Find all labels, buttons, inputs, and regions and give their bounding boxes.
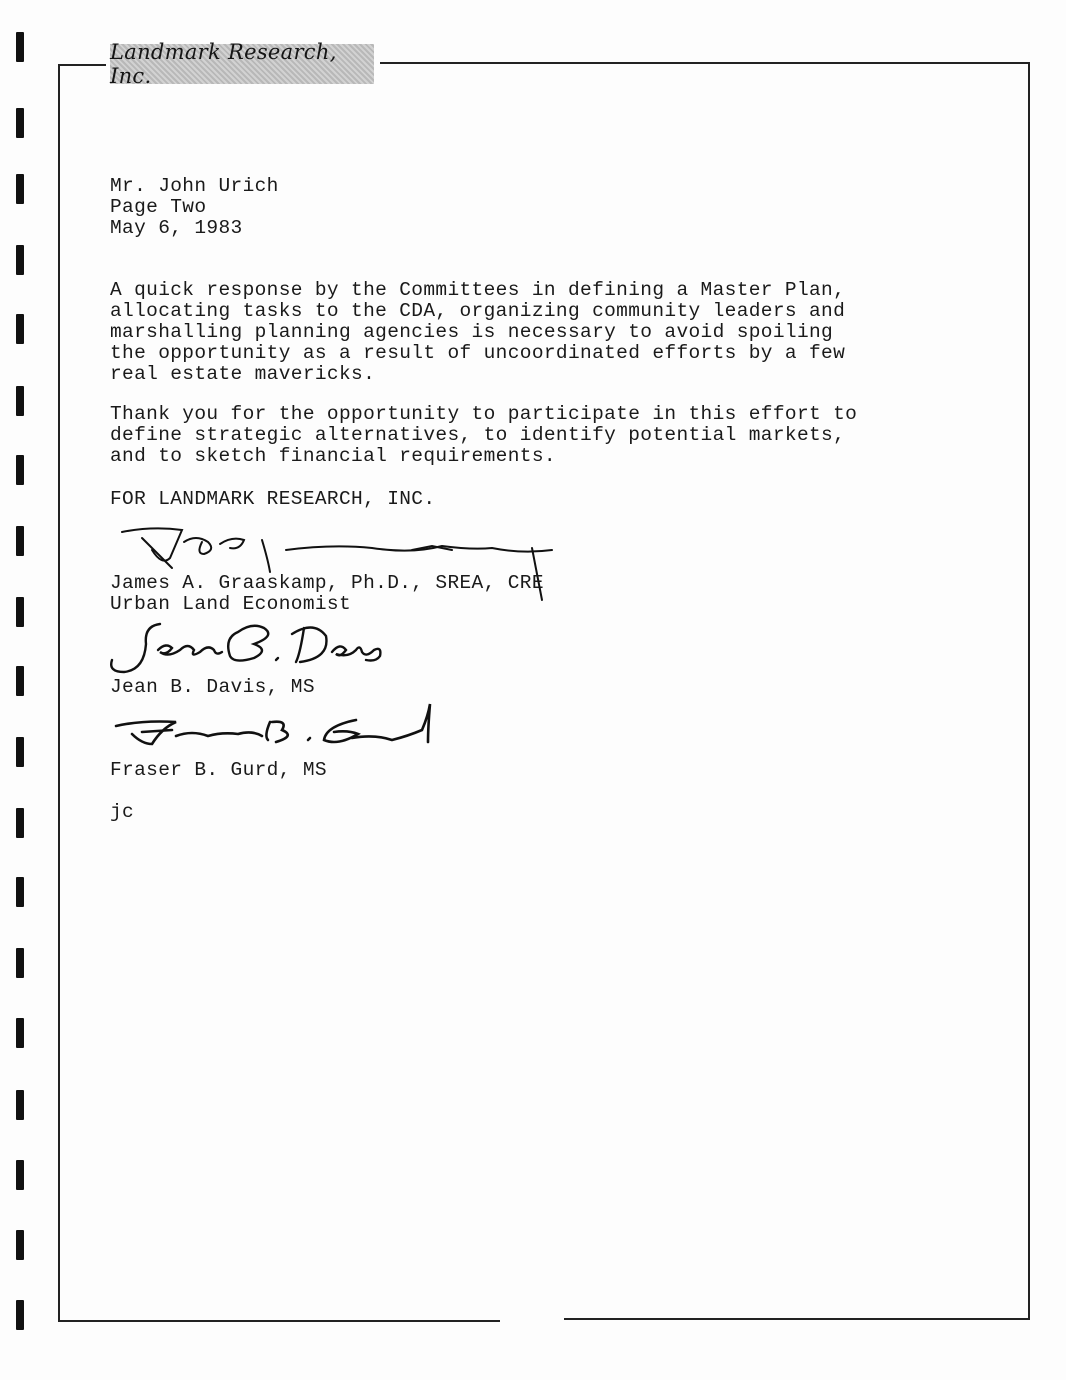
- frame-bottom-left: [58, 1320, 500, 1322]
- text-line: define strategic alternatives, to identify potential markets,: [110, 424, 846, 446]
- body-paragraph: [110, 404, 857, 467]
- binder-hole: [16, 877, 24, 907]
- binder-hole: [16, 1230, 24, 1260]
- binder-hole: [16, 386, 24, 416]
- text-line: A quick response by the Committees in defining a Master Plan,: [110, 279, 846, 301]
- signature-gurd: [112, 696, 442, 758]
- binder-hole: [16, 314, 24, 344]
- signatory-title: Urban Land Economist: [110, 593, 352, 615]
- frame-bottom-right: [564, 1318, 1030, 1320]
- binder-hole: [16, 174, 24, 204]
- signatory-name: Fraser B. Gurd, MS: [110, 759, 327, 781]
- text-line: marshalling planning agencies is necessary to avoid spoiling: [110, 321, 834, 343]
- binder-hole: [16, 108, 24, 138]
- page-label: Page Two: [110, 196, 207, 218]
- binder-hole: [16, 1090, 24, 1120]
- text-line: real estate mavericks.: [110, 363, 376, 385]
- text-line: the opportunity as a result of uncoordinated efforts by a few: [110, 342, 846, 364]
- letter-date: May 6, 1983: [110, 217, 243, 239]
- frame-left: [58, 64, 60, 1322]
- frame-right: [1028, 62, 1030, 1320]
- recipient: Mr. John Urich: [110, 175, 279, 197]
- binder-hole: [16, 32, 24, 62]
- text-line: allocating tasks to the CDA, organizing community leaders and: [110, 300, 846, 322]
- closing-line: FOR LANDMARK RESEARCH, INC.: [110, 488, 436, 510]
- signature-davis: [104, 614, 394, 678]
- letterhead-logo: Landmark Research, Inc.: [110, 44, 374, 84]
- binder-hole: [16, 948, 24, 978]
- binder-hole: [16, 737, 24, 767]
- binder-hole: [16, 245, 24, 275]
- binder-hole: [16, 597, 24, 627]
- signatory-name: James A. Graaskamp, Ph.D., SREA, CRE: [110, 572, 544, 594]
- signatory-name: Jean B. Davis, MS: [110, 676, 315, 698]
- text-line: and to sketch financial requirements.: [110, 445, 556, 467]
- frame-top-left: [58, 64, 106, 66]
- binder-hole: [16, 455, 24, 485]
- binder-hole: [16, 1160, 24, 1190]
- binder-hole: [16, 526, 24, 556]
- binder-hole: [16, 1018, 24, 1048]
- text-line: Thank you for the opportunity to participate in this effort to: [110, 403, 858, 425]
- typist-initials: jc: [110, 801, 135, 823]
- binder-hole: [16, 808, 24, 838]
- binder-hole: [16, 1300, 24, 1330]
- frame-top-right: [380, 62, 1030, 64]
- body-paragraph: [110, 280, 845, 385]
- binder-hole: [16, 666, 24, 696]
